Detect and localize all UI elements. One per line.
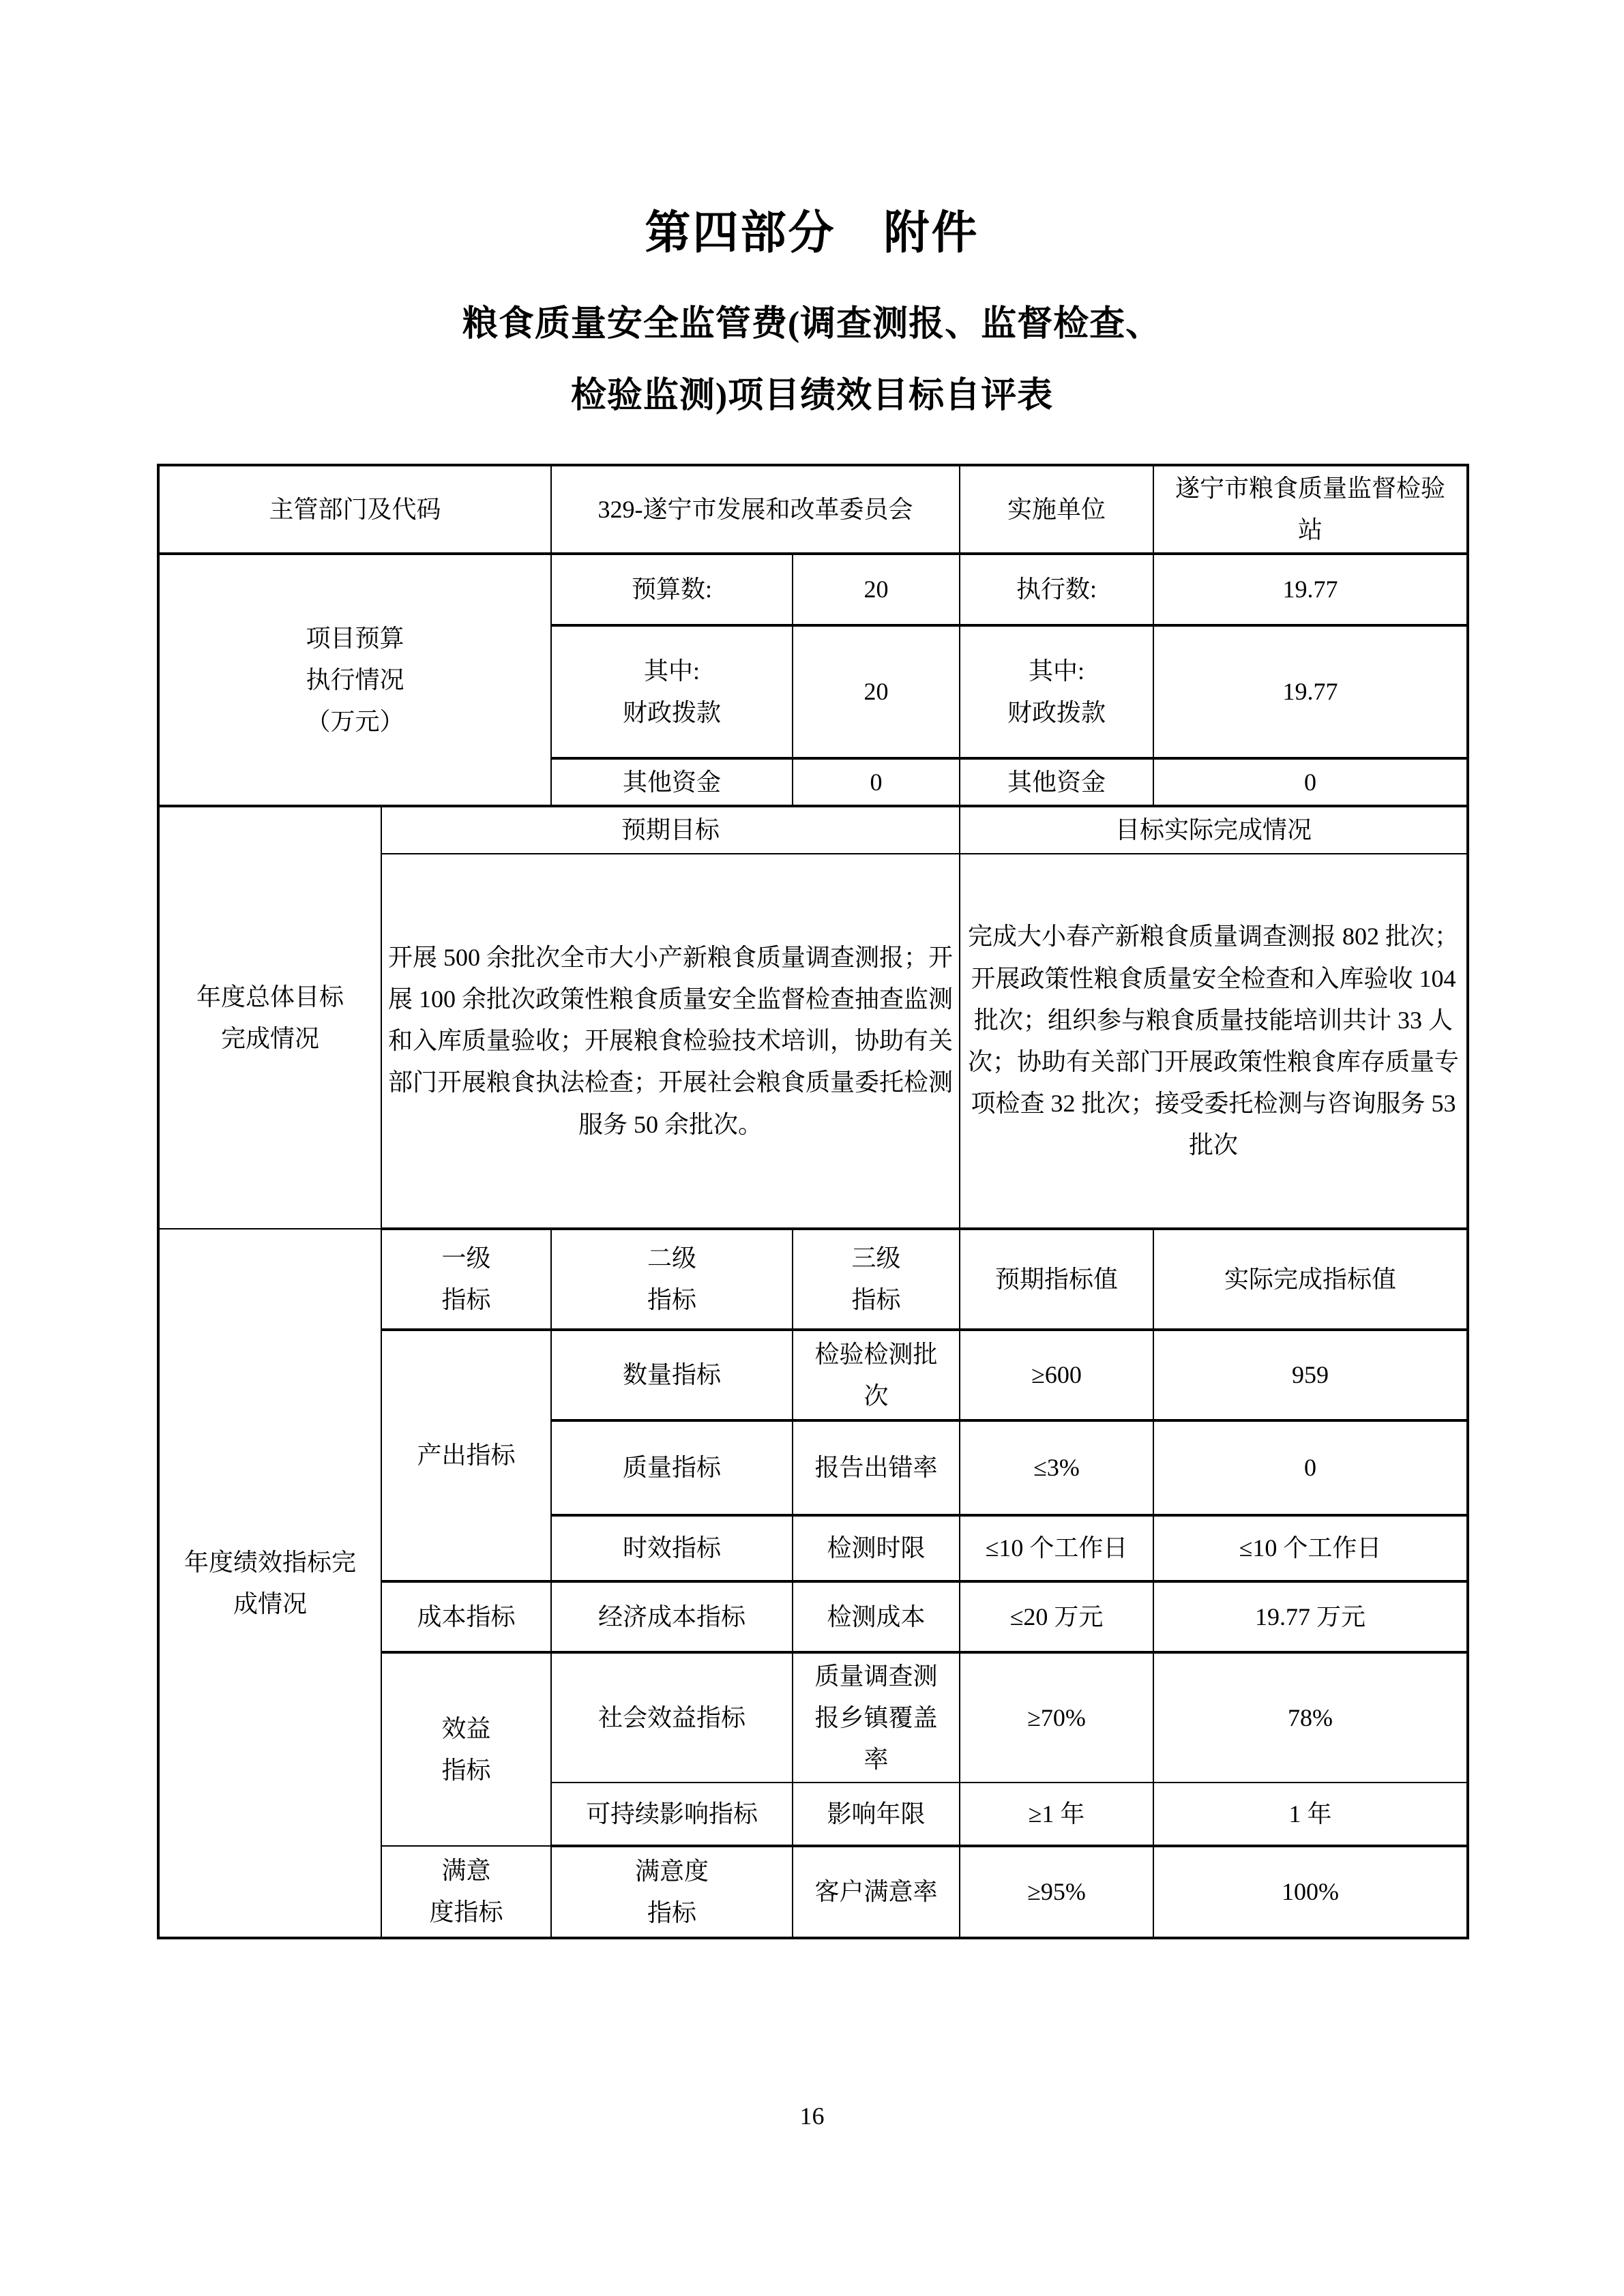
kpi-level3-cell: 客户满意率 <box>793 1846 960 1938</box>
budget-section-label-cell: 项目预算 执行情况 （万元） <box>158 554 551 806</box>
expected-goal-header-cell: 预期目标 <box>381 806 960 854</box>
impl-unit-value-cell: 遂宁市粮食质量监督检验 站 <box>1153 465 1468 554</box>
kpi-expected-cell: ≥95% <box>960 1846 1153 1938</box>
other-funds-budget-value-cell: 0 <box>793 758 960 806</box>
actual-goal-header-cell: 目标实际完成情况 <box>960 806 1468 854</box>
kpi-level2-cell: 社会效益指标 <box>551 1652 793 1783</box>
document-title: 第四部分 附件 <box>645 206 979 259</box>
kpi-expected-cell: ≤3% <box>960 1420 1153 1515</box>
expected-goal-text-cell: 开展 500 余批次全市大小产新粮食质量调查测报；开展 100 余批次政策性粮食质量安全监督检查抽查监测和入库质量验收；开展粮食检验技术培训，协助有关部门开展粮食执法检查；开展社会粮食质量委托检测服务 50 余批次。 <box>381 854 960 1229</box>
kpi-level2-cell: 质量指标 <box>551 1420 793 1515</box>
kpi-level3-cell: 质量调查测 报乡镇覆盖 率 <box>793 1652 960 1783</box>
page-number: 16 <box>799 2102 825 2130</box>
performance-evaluation-table <box>157 464 1469 1939</box>
kpi-group-benefit-cell: 效益 指标 <box>381 1652 551 1846</box>
fiscal-funds-label-cell: 其中: 财政拨款 <box>551 625 793 758</box>
info-row <box>158 465 1468 554</box>
kpi-header-level3-cell: 三级 指标 <box>793 1229 960 1330</box>
kpi-expected-cell: ≥1 年 <box>960 1783 1153 1846</box>
kpi-group-cost-cell: 成本指标 <box>381 1581 551 1652</box>
kpi-level3-cell: 检测时限 <box>793 1515 960 1581</box>
kpi-header-row <box>158 1229 1468 1330</box>
kpi-actual-cell: 19.77 万元 <box>1153 1581 1468 1652</box>
kpi-header-level2-cell: 二级 指标 <box>551 1229 793 1330</box>
kpi-actual-cell: 1 年 <box>1153 1783 1468 1846</box>
kpi-expected-cell: ≤20 万元 <box>960 1581 1153 1652</box>
kpi-group-satisfaction-cell: 满意 度指标 <box>381 1846 551 1938</box>
kpi-level2-cell: 经济成本指标 <box>551 1581 793 1652</box>
kpi-level3-cell: 检验检测批 次 <box>793 1330 960 1420</box>
other-funds-exec-value-cell: 0 <box>1153 758 1468 806</box>
kpi-level2-cell: 时效指标 <box>551 1515 793 1581</box>
kpi-level3-cell: 影响年限 <box>793 1783 960 1846</box>
kpi-level2-cell: 数量指标 <box>551 1330 793 1420</box>
fiscal-funds-budget-value-cell: 20 <box>793 625 960 758</box>
annual-goal-section-label-cell: 年度总体目标 完成情况 <box>158 806 381 1229</box>
fiscal-funds-exec-label-cell: 其中: 财政拨款 <box>960 625 1153 758</box>
execution-amount-label-cell: 执行数: <box>960 554 1153 625</box>
dept-code-value-cell: 329-遂宁市发展和改革委员会 <box>551 465 960 554</box>
kpi-expected-cell: ≥600 <box>960 1330 1153 1420</box>
impl-unit-label-cell: 实施单位 <box>960 465 1153 554</box>
other-funds-exec-label-cell: 其他资金 <box>960 758 1153 806</box>
kpi-expected-cell: ≤10 个工作日 <box>960 1515 1153 1581</box>
kpi-actual-cell: 0 <box>1153 1420 1468 1515</box>
kpi-expected-cell: ≥70% <box>960 1652 1153 1783</box>
annual-goal-header-row <box>158 806 1468 854</box>
kpi-header-expected-cell: 预期指标值 <box>960 1229 1153 1330</box>
kpi-actual-cell: 959 <box>1153 1330 1468 1420</box>
budget-amount-label-cell: 预算数: <box>551 554 793 625</box>
kpi-level2-cell: 可持续影响指标 <box>551 1783 793 1846</box>
budget-amount-value-cell: 20 <box>793 554 960 625</box>
kpi-level2-cell: 满意度 指标 <box>551 1846 793 1938</box>
kpi-header-actual-cell: 实际完成指标值 <box>1153 1229 1468 1330</box>
kpi-actual-cell: 78% <box>1153 1652 1468 1783</box>
kpi-actual-cell: ≤10 个工作日 <box>1153 1515 1468 1581</box>
kpi-header-level1-cell: 一级 指标 <box>381 1229 551 1330</box>
kpi-group-output-cell: 产出指标 <box>381 1330 551 1581</box>
actual-goal-text-cell: 完成大小春产新粮食质量调查测报 802 批次；开展政策性粮食质量安全检查和入库验收 104 批次；组织参与粮食质量技能培训共计 33 人次；协助有关部门开展政策性粮食库存质量专项检查 32 批次；接受委托检测与咨询服务 53 批次 <box>960 854 1468 1229</box>
execution-amount-value-cell: 19.77 <box>1153 554 1468 625</box>
fiscal-funds-exec-value-cell: 19.77 <box>1153 625 1468 758</box>
kpi-level3-cell: 检测成本 <box>793 1581 960 1652</box>
other-funds-label-cell: 其他资金 <box>551 758 793 806</box>
dept-code-label-cell: 主管部门及代码 <box>158 465 551 554</box>
kpi-section-label-cell: 年度绩效指标完 成情况 <box>158 1229 381 1938</box>
budget-row-total <box>158 554 1468 625</box>
kpi-level3-cell: 报告出错率 <box>793 1420 960 1515</box>
document-subtitle-line2: 检验监测)项目绩效目标自评表 <box>570 376 1054 415</box>
document-subtitle-line1: 粮食质量安全监管费(调查测报、监督检查、 <box>462 305 1162 344</box>
kpi-actual-cell: 100% <box>1153 1846 1468 1938</box>
